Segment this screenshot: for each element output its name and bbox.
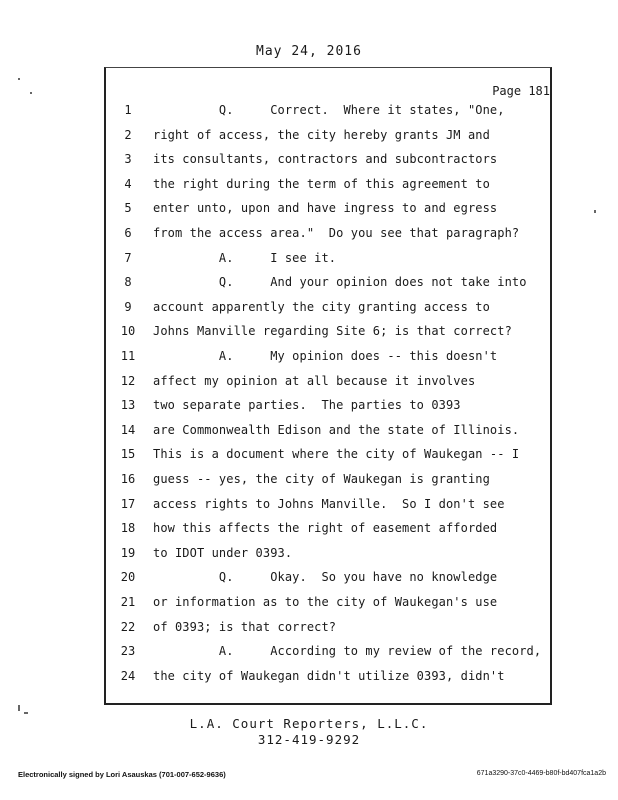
line-text: access rights to Johns Manville. So I don't see [153,496,505,511]
line-number: 14 [120,422,136,437]
line-text: A. According to my review of the record, [153,644,542,659]
line-number: 21 [120,595,136,609]
line-number: 9 [124,299,132,314]
footer-phone: 312-419-9292 [257,732,361,747]
line-number: 17 [120,496,136,511]
line-text: two separate parties. The parties to 0393 [153,398,461,413]
line-number: 22 [120,619,136,634]
electronic-signature: Electronically signed by Lori Asauskas (701-007-652-9636) [18,770,226,779]
line-text: Q. Correct. Where it states, "One, [153,103,505,117]
line-text: to IDOT under 0393. [153,545,293,560]
line-number: 18 [120,521,136,536]
line-text: its consultants, contractors and subcontractors [153,152,498,167]
line-text: Johns Manville regarding Site 6; is that correct? [153,324,512,339]
page-number: Page 181 [492,84,550,98]
line-text: the city of Waukegan didn't utilize 0393, didn't [153,668,505,683]
line-text: A. I see it. [153,250,337,265]
document-id: 671a3290-37c0-4469-b80f-bd407fca1a2b [476,770,606,777]
line-number: 19 [120,545,136,560]
scan-speck [18,78,20,80]
footer-reporter: L.A. Court Reporters, L.L.C. [189,716,429,731]
line-text: A. My opinion does -- this doesn't [153,349,498,363]
line-text: Q. And your opinion does not take into [153,275,527,290]
line-number: 13 [120,398,136,413]
line-text: guess -- yes, the city of Waukegan is granting [153,472,490,486]
line-text: This is a document where the city of Waukegan -- I [153,447,520,462]
line-text: account apparently the city granting access to [153,299,490,314]
line-number: 11 [120,349,136,363]
line-text: of 0393; is that correct? [153,619,337,634]
line-number: 8 [124,275,132,290]
transcript-frame-bottom-rule [104,703,552,705]
line-number: 24 [120,668,136,683]
line-text: are Commonwealth Edison and the state of Illinois. [153,422,520,437]
line-number: 2 [124,127,132,142]
line-text: affect my opinion at all because it involves [153,373,476,388]
line-number: 12 [120,373,136,388]
header-date: May 24, 2016 [256,44,362,59]
line-number: 15 [120,447,136,462]
line-text: how this affects the right of easement afforded [153,521,498,536]
line-number: 5 [124,201,132,216]
line-number: 4 [124,176,132,191]
line-text: or information as to the city of Waukegan's use [153,595,498,609]
line-text: Q. Okay. So you have no knowledge [153,570,498,585]
line-text: enter unto, upon and have ingress to and egress [153,201,498,216]
line-number: 7 [124,250,132,265]
line-text: from the access area." Do you see that paragraph? [153,226,520,240]
line-number: 3 [124,152,132,167]
scan-speck [18,705,20,711]
line-number: 23 [120,644,136,659]
line-number: 10 [120,324,136,339]
scan-speck [24,712,28,714]
line-text: the right during the term of this agreement to [153,176,490,191]
line-number: 16 [120,472,136,486]
line-number: 1 [124,103,132,117]
scan-speck [30,92,32,94]
line-number: 20 [120,570,136,585]
scan-speck [594,210,596,213]
line-text: right of access, the city hereby grants JM and [153,127,490,142]
line-number: 6 [124,226,132,240]
